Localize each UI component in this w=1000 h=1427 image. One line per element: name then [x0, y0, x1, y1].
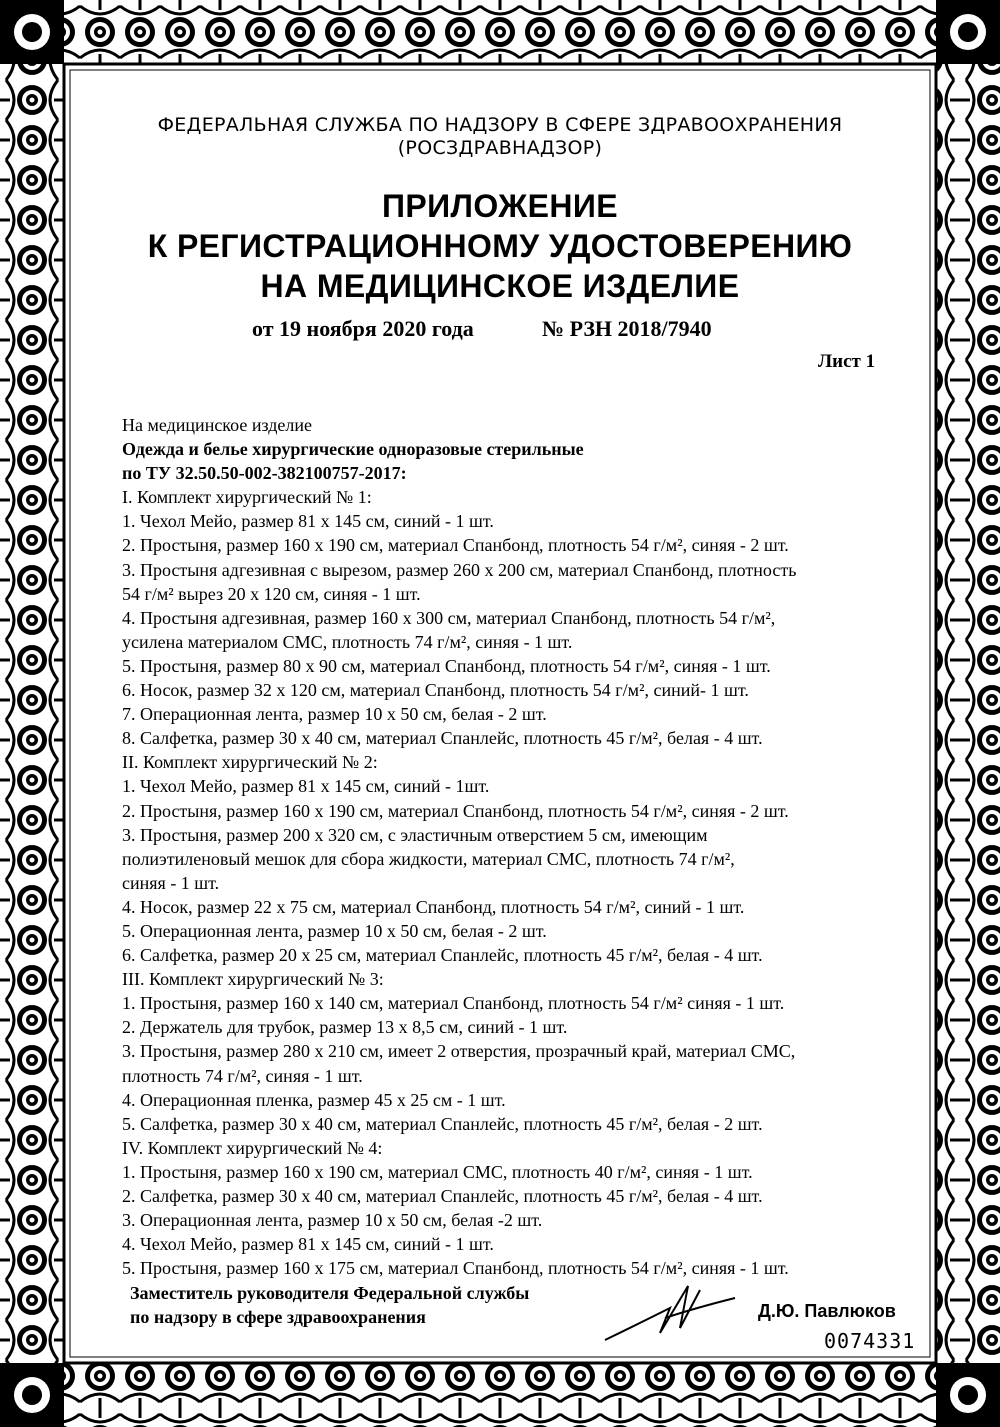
text-line: 4. Чехол Мейо, размер 81 x 145 см, синий - 1 шт. [122, 1234, 494, 1255]
document-title-line3: НА МЕДИЦИНСКОЕ ИЗДЕЛИЕ [260, 268, 740, 304]
text-line: 5. Простыня, размер 80 x 90 см, материал Спанбонд, плотность 54 г/м², синяя - 1 шт. [122, 655, 771, 676]
signer-name: Д.Ю. Павлюков [758, 1301, 896, 1321]
handwritten-signature [600, 1278, 740, 1348]
text-line: 7. Операционная лента, размер 10 x 50 см, белая - 2 шт. [122, 704, 547, 725]
text-line: 1. Простыня, размер 160 x 190 см, материал СМС, плотность 40 г/м², синяя - 1 шт. [122, 1161, 753, 1182]
agency-name: ФЕДЕРАЛЬНАЯ СЛУЖБА ПО НАДЗОРУ В СФЕРЕ ЗДРАВООХРАНЕНИЯ [157, 114, 843, 136]
text-line: II. Комплект хирургический № 2: [122, 752, 378, 773]
text-line: На медицинское изделие [122, 415, 313, 435]
text-line: Одежда и белье хирургические одноразовые стерильные [122, 439, 584, 460]
text-line: III. Комплект хирургический № 3: [122, 969, 384, 990]
text-line: усилена материалом СМС, плотность 74 г/м², синяя - 1 шт. [122, 631, 573, 652]
text-line: 1. Простыня, размер 160 x 140 см, материал Спанбонд, плотность 54 г/м² синяя - 1 шт. [122, 993, 785, 1014]
form-serial-number: 0074331 [824, 1329, 916, 1353]
text-line: 6. Носок, размер 32 x 120 см, материал Спанбонд, плотность 54 г/м², синий- 1 шт. [122, 680, 749, 701]
text-line: 4. Операционная пленка, размер 45 x 25 см - 1 шт. [122, 1089, 506, 1110]
agency-abbreviation: (РОСЗДРАВНАДЗОР) [397, 137, 603, 159]
text-line: плотность 74 г/м², синяя - 1 шт. [122, 1065, 363, 1086]
text-line: 5. Операционная лента, размер 10 x 50 см, белая - 2 шт. [122, 920, 547, 941]
text-line: 5. Простыня, размер 160 x 175 см, материал Спанбонд, плотность 54 г/м², синяя - 1 шт. [122, 1258, 789, 1279]
text-line: I. Комплект хирургический № 1: [122, 487, 372, 508]
product-list [122, 413, 912, 1280]
signatory-position-line2: по надзору в сфере здравоохранения [130, 1307, 426, 1327]
text-line: 3. Простыня, размер 200 x 320 см, с эластичным отверстием 5 см, имеющим [122, 824, 708, 845]
text-line: 54 г/м² вырез 20 x 120 см, синяя - 1 шт. [122, 583, 421, 604]
document-title: ПРИЛОЖЕНИЕ [382, 188, 618, 224]
text-line: 4. Носок, размер 22 x 75 см, материал Спанбонд, плотность 54 г/м², синий - 1 шт. [122, 896, 745, 917]
text-line: синяя - 1 шт. [122, 872, 220, 893]
text-line: по ТУ 32.50.50-002-382100757-2017: [122, 463, 407, 484]
document-title-line2: К РЕГИСТРАЦИОННОМУ УДОСТОВЕРЕНИЮ [147, 228, 853, 264]
registration-date: от 19 ноября 2020 года [252, 316, 474, 341]
text-line: 2. Простыня, размер 160 x 190 см, материал Спанбонд, плотность 54 г/м², синяя - 2 шт. [122, 800, 789, 821]
registration-number: № РЗН 2018/7940 [542, 316, 712, 341]
text-line: 1. Чехол Мейо, размер 81 x 145 см, синий - 1 шт. [122, 511, 494, 532]
text-line: 3. Операционная лента, размер 10 x 50 см, белая -2 шт. [122, 1210, 543, 1231]
text-line: 4. Простыня адгезивная, размер 160 x 300 см, материал Спанбонд, плотность 54 г/м², [122, 607, 776, 628]
text-line: 5. Салфетка, размер 30 x 40 см, материал Спанлейс, плотность 45 г/м², белая - 2 шт. [122, 1113, 763, 1134]
text-line: 1. Чехол Мейо, размер 81 x 145 см, синий - 1шт. [122, 776, 490, 797]
signatory-position: Заместитель руководителя Федеральной службы [130, 1283, 530, 1303]
text-line: 3. Простыня адгезивная с вырезом, размер 260 x 200 см, материал Спанбонд, плотность [122, 559, 797, 580]
text-line: 6. Салфетка, размер 20 x 25 см, материал Спанлейс, плотность 45 г/м², белая - 4 шт. [122, 945, 763, 966]
sheet-number: Лист 1 [818, 351, 876, 372]
text-line: 2. Салфетка, размер 30 x 40 см, материал Спанлейс, плотность 45 г/м², белая - 4 шт. [122, 1186, 763, 1206]
text-line: 8. Салфетка, размер 30 x 40 см, материал Спанлейс, плотность 45 г/м², белая - 4 шт. [122, 728, 763, 749]
text-line: полиэтиленовый мешок для сбора жидкости, материал СМС, плотность 74 г/м², [122, 848, 735, 869]
text-line: 3. Простыня, размер 280 x 210 см, имеет 2 отверстия, прозрачный край, материал СМС, [122, 1041, 796, 1062]
text-line: 2. Простыня, размер 160 x 190 см, материал Спанбонд, плотность 54 г/м², синяя - 2 шт. [122, 535, 789, 556]
text-line: 2. Держатель для трубок, размер 13 x 8,5 см, синий - 1 шт. [122, 1017, 568, 1038]
text-line: IV. Комплект хирургический № 4: [122, 1137, 383, 1158]
